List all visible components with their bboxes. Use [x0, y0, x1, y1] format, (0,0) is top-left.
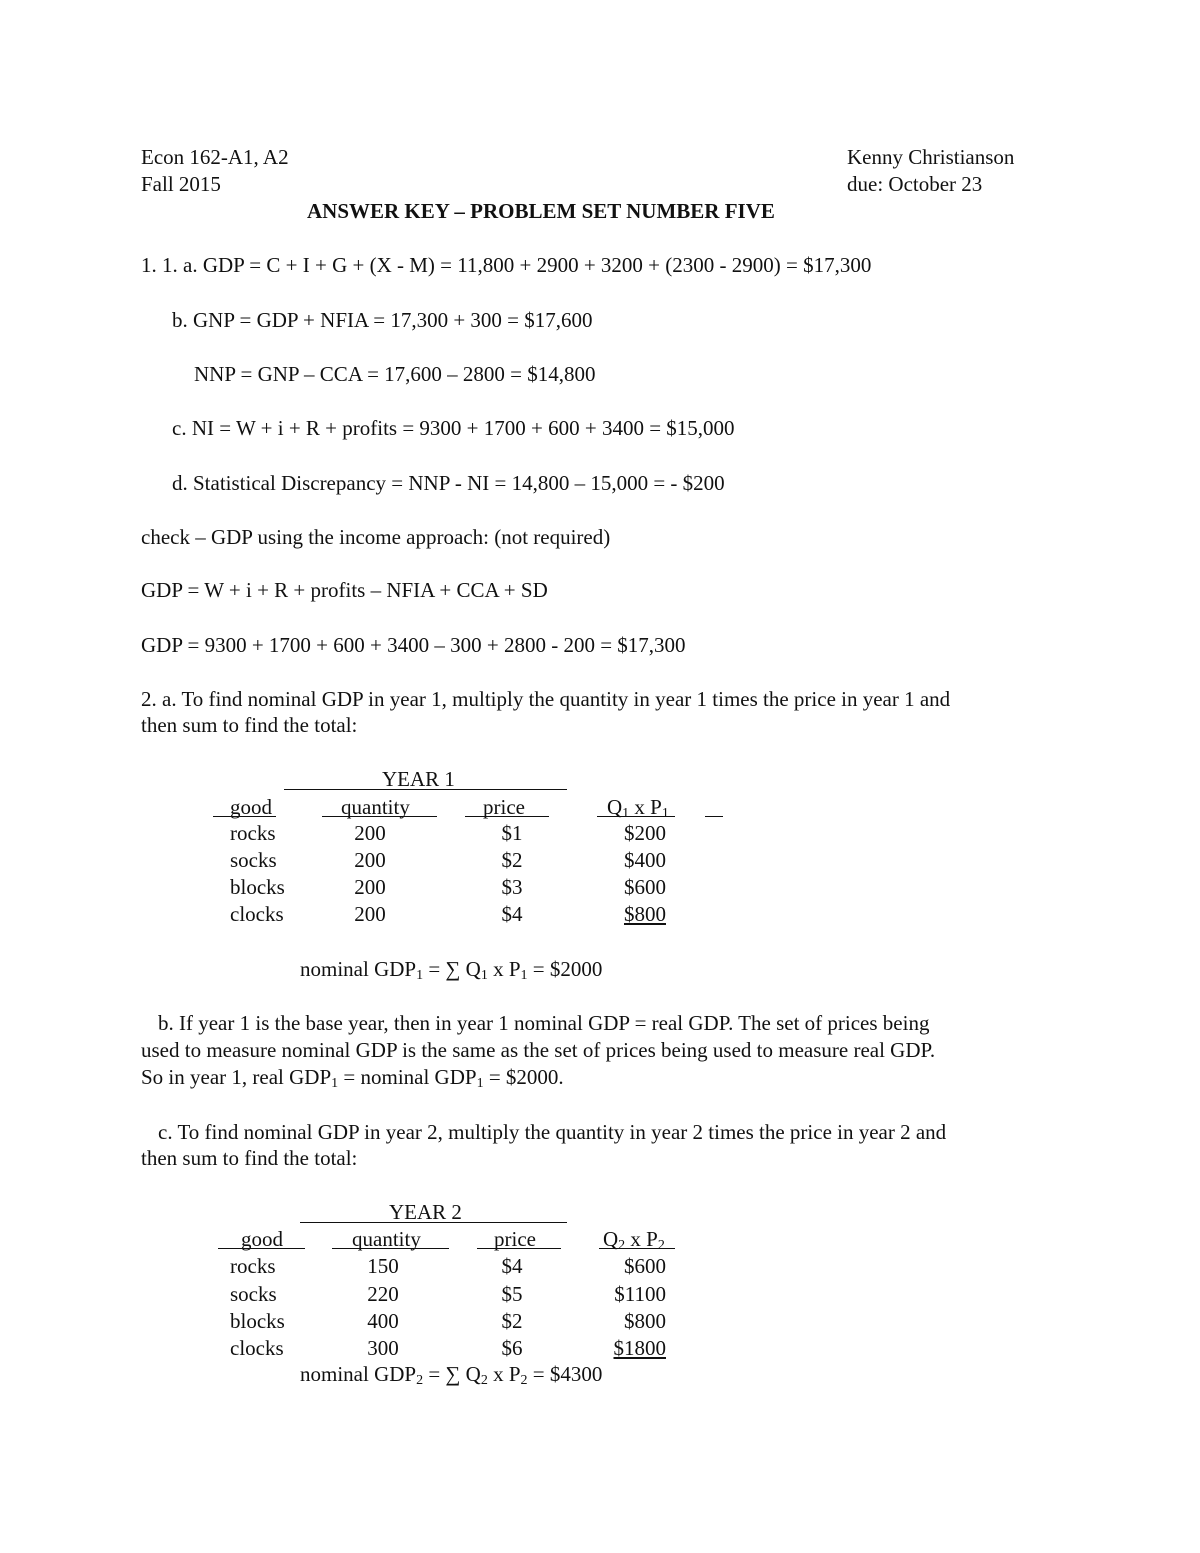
table-cell: $400	[624, 848, 666, 872]
table-cell: $1	[501, 821, 523, 845]
table-cell: $200	[624, 821, 666, 845]
year2-caption: YEAR 2	[389, 1200, 462, 1224]
q1-a: 1. 1. a. GDP = C + I + G + (X - M) = 11,800 + 2900 + 3200 + (2300 - 2900) = $17,300	[141, 253, 872, 277]
q1-calc: GDP = 9300 + 1700 + 600 + 3400 – 300 + 2800 - 200 = $17,300	[141, 633, 686, 657]
year1-caption: YEAR 1	[382, 767, 455, 791]
table-cell: $2	[501, 1309, 523, 1333]
table-cell: 200	[354, 875, 386, 899]
table-cell: 300	[367, 1336, 399, 1360]
table-cell: clocks	[230, 1336, 284, 1360]
table-cell: $4	[501, 1254, 523, 1278]
table-cell: $1800	[613, 1336, 666, 1360]
header-rule	[597, 816, 675, 817]
table-cell: $6	[501, 1336, 523, 1360]
header-qp: $Q_2$ x $P_2$	[603, 1227, 665, 1253]
table-cell: 200	[354, 821, 386, 845]
header-quantity: quantity	[341, 795, 410, 819]
q1-d: d. Statistical Discrepancy = NNP - NI = 14,800 – 15,000 = - $200	[172, 471, 725, 495]
table-cell: 200	[354, 848, 386, 872]
header-rule	[218, 1248, 305, 1249]
table-cell: $3	[501, 875, 523, 899]
q2-a-line1: 2. a. To find nominal GDP in year 1, multiply the quantity in year 1 times the price in year 1 and	[141, 687, 951, 711]
course-label: Econ 162-A1, A2	[141, 145, 289, 169]
table-cell: rocks	[230, 1254, 276, 1278]
q2-c-line1: c. To find nominal GDP in year 2, multiply the quantity in year 2 times the price in year 2 and	[158, 1120, 947, 1144]
header-quantity: quantity	[352, 1227, 421, 1251]
q2-c-line2: then sum to find the total:	[141, 1146, 358, 1170]
header-price: price	[494, 1227, 536, 1251]
q1-b-nnp: NNP = GNP – CCA = 17,600 – 2800 = $14,800	[194, 362, 596, 386]
table-cell: $600	[624, 1254, 666, 1278]
table-cell: 150	[367, 1254, 399, 1278]
q2-b-line1: b. If year 1 is the base year, then in year 1 nominal GDP = real GDP. The set of prices being	[158, 1011, 930, 1035]
header-rule	[705, 816, 723, 817]
table-cell: blocks	[230, 1309, 285, 1333]
q1-check: check – GDP using the income approach: (not required)	[141, 525, 611, 549]
table-cell: $600	[624, 875, 666, 899]
header-good: good	[241, 1227, 283, 1251]
header-rule	[599, 1248, 675, 1249]
year2-nominal-gdp: nominal $GDP_2$ = ∑ $Q_2$ x $P_2$ = $4300	[300, 1362, 603, 1388]
q1-c: c. NI = W + i + R + profits = 9300 + 1700 + 600 + 3400 = $15,000	[172, 416, 735, 440]
due-label: due: October 23	[847, 172, 983, 196]
q2-a-line2: then sum to find the total:	[141, 713, 358, 737]
term-label: Fall 2015	[141, 172, 221, 196]
year1-nominal-gdp: nominal $GDP_1$ = ∑ $Q_1$ x $P_1$ = $2000	[300, 957, 603, 983]
table-cell: $5	[501, 1282, 523, 1306]
header-rule	[213, 816, 276, 817]
table-cell: $2	[501, 848, 523, 872]
q2-b-line2: used to measure nominal GDP is the same as the set of prices being used to measure real GDP.	[141, 1038, 936, 1062]
header-rule	[332, 1248, 449, 1249]
q1-formula: GDP = W + i + R + profits – NFIA + CCA + SD	[141, 578, 548, 602]
header-rule	[477, 1248, 561, 1249]
q1-b: b. GNP = GDP + NFIA = 17,300 + 300 = $17,600	[172, 308, 593, 332]
table-cell: $4	[501, 902, 523, 926]
table-cell: $1100	[614, 1282, 666, 1306]
header-qp: $Q_1$ x $P_1$	[607, 795, 669, 821]
q2-b-line3: So in year 1, real $GDP_1$ = nominal $GDP_1$ = $2000.	[141, 1065, 564, 1091]
header-rule	[465, 816, 549, 817]
table-cell: 400	[367, 1309, 399, 1333]
table-cell: socks	[230, 1282, 277, 1306]
table-cell: $800	[624, 902, 666, 926]
table-cell: 200	[354, 902, 386, 926]
table-cell: clocks	[230, 902, 284, 926]
page-title: ANSWER KEY – PROBLEM SET NUMBER FIVE	[307, 199, 775, 223]
table-cell: blocks	[230, 875, 285, 899]
header-good: good	[230, 795, 272, 819]
table-cell: socks	[230, 848, 277, 872]
table-cell: $800	[624, 1309, 666, 1333]
header-rule	[322, 816, 437, 817]
author-label: Kenny Christianson	[847, 145, 1015, 169]
header-price: price	[483, 795, 525, 819]
table-cell: rocks	[230, 821, 276, 845]
table-cell: 220	[367, 1282, 399, 1306]
